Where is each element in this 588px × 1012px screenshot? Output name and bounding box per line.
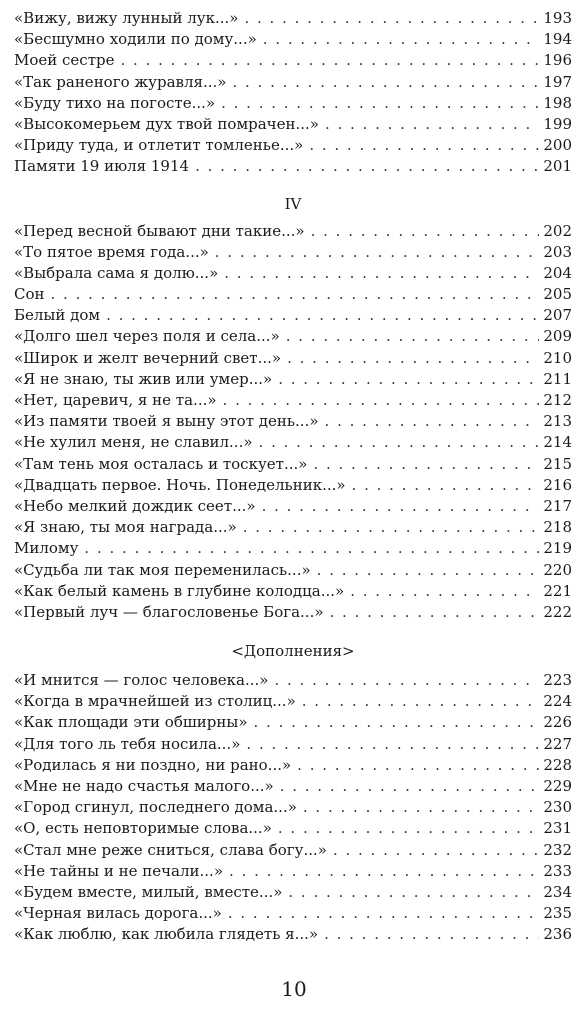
toc-entry — [14, 861, 572, 882]
toc-entry-title: «О, есть неповторимые слова...» — [14, 819, 272, 838]
toc-entry-page: 219 — [543, 539, 572, 558]
toc-entry-page: 224 — [543, 692, 572, 711]
toc-entry — [14, 284, 572, 305]
toc-entry-title: «Бесшумно ходили по дому...» — [14, 30, 257, 49]
toc-entry-title: Сон — [14, 285, 45, 304]
toc-entry-title: «Как белый камень в глубине колодца...» — [14, 581, 345, 600]
dot-leader — [229, 861, 539, 882]
toc-entry-title: «То пятое время года...» — [14, 242, 209, 261]
toc-entry-title: «Выбрала сама я долю...» — [14, 263, 219, 282]
toc-entry-title: «Стал мне реже сниться, слава богу...» — [14, 840, 327, 859]
dot-leader — [333, 840, 539, 861]
dot-leader — [297, 755, 539, 776]
toc-entry-title: «Двадцать первое. Ночь. Понедельник...» — [14, 475, 346, 494]
toc-entry-title: «Не хулил меня, не славил...» — [14, 433, 253, 452]
toc-entry — [14, 411, 572, 432]
toc-entry-page: 196 — [543, 51, 572, 70]
toc-entry — [14, 560, 572, 581]
toc-entry — [14, 924, 572, 945]
dot-leader — [246, 734, 539, 755]
toc-entry-page: 215 — [543, 454, 572, 473]
toc-entry-page: 234 — [543, 882, 572, 901]
toc-entry — [14, 475, 572, 496]
toc-entry-title: Белый дом — [14, 306, 101, 325]
toc-entry-page: 218 — [543, 518, 572, 537]
toc-entry — [14, 348, 572, 369]
dot-leader — [84, 538, 539, 559]
toc-entry-page: 201 — [543, 157, 572, 176]
toc-entry-page: 231 — [543, 819, 572, 838]
dot-leader — [302, 691, 540, 712]
toc-entry-title: «Вижу, вижу лунный лук...» — [14, 9, 239, 27]
toc-entry-page: 209 — [543, 327, 572, 346]
toc-entry-page: 228 — [543, 755, 572, 774]
dot-leader — [228, 903, 540, 924]
dot-leader — [313, 454, 539, 475]
page-number: 10 — [281, 977, 307, 1001]
toc-entry-title: «Широк и желт вечерний свет...» — [14, 348, 282, 367]
toc-entry — [14, 581, 572, 602]
dot-leader — [254, 712, 540, 733]
toc-entry-page: 198 — [543, 93, 572, 112]
toc-entry-page: 205 — [543, 285, 572, 304]
toc-entry — [14, 305, 572, 326]
toc-entry-title: «Там тень моя осталась и тоскует...» — [14, 454, 308, 473]
toc-entry-title: «Я знаю, ты моя награда...» — [14, 518, 237, 537]
toc-entry — [14, 517, 572, 538]
toc-entry — [14, 797, 572, 818]
toc-section-additions — [14, 670, 572, 945]
dot-leader — [243, 517, 540, 538]
toc-entry — [14, 326, 572, 347]
toc-entry — [14, 72, 572, 93]
toc-entry-title: «Мне не надо счастья малого...» — [14, 777, 274, 795]
toc-entry-page: 232 — [543, 840, 572, 859]
toc-section-iv — [14, 221, 572, 624]
dot-leader — [287, 348, 539, 369]
toc-entry-title: «Для того ль тебя носила...» — [14, 734, 241, 753]
dot-leader — [324, 924, 539, 945]
toc-entry-page: 193 — [543, 9, 572, 27]
dot-leader — [244, 8, 539, 29]
toc-entry — [14, 840, 572, 861]
toc-entry-title: «Будем вместе, милый, вместе...» — [14, 882, 283, 901]
toc-entry — [14, 114, 572, 135]
toc-entry — [14, 818, 572, 839]
section-heading-iv: IV — [284, 194, 302, 213]
toc-entry — [14, 712, 572, 733]
toc-entry-title: «Высокомерьем дух твой помрачен...» — [14, 114, 319, 133]
toc-entry — [14, 263, 572, 284]
toc-entry-page: 235 — [543, 904, 572, 923]
toc-entry-page: 230 — [543, 798, 572, 817]
toc-entry — [14, 903, 572, 924]
toc-entry-title: Моей сестре — [14, 51, 115, 70]
dot-leader — [286, 326, 540, 347]
toc-entry-title: «Нет, царевич, я не та...» — [14, 391, 217, 409]
toc-entry-page: 216 — [543, 475, 572, 494]
toc-entry — [14, 670, 572, 691]
toc-entry-title: «Так раненого журавля...» — [14, 72, 227, 91]
dot-leader — [121, 50, 540, 71]
toc-entry-page: 210 — [543, 348, 572, 367]
dot-leader — [274, 670, 539, 691]
dot-leader — [288, 882, 539, 903]
toc-entry-page: 202 — [543, 221, 572, 240]
toc-entry — [14, 8, 572, 29]
toc-entry-title: «Родилась я ни поздно, ни рано...» — [14, 755, 292, 774]
dot-leader — [325, 114, 539, 135]
dot-leader — [325, 411, 540, 432]
toc-entry — [14, 734, 572, 755]
dot-leader — [278, 369, 539, 390]
dot-leader — [303, 797, 539, 818]
toc-entry — [14, 29, 572, 50]
toc-entry — [14, 454, 572, 475]
dot-leader — [195, 156, 539, 177]
dot-leader — [309, 135, 539, 156]
toc-entry — [14, 390, 572, 411]
dot-leader — [280, 776, 540, 797]
toc-entry-page: 200 — [543, 136, 572, 155]
toc-entry-title: «Буду тихо на погосте...» — [14, 93, 216, 112]
dot-leader — [278, 818, 539, 839]
toc-entry-page: 223 — [543, 671, 572, 690]
toc-entry-page: 233 — [543, 861, 572, 880]
dot-leader — [317, 560, 540, 581]
toc-entry — [14, 538, 572, 559]
toc-entry-title: Милому — [14, 539, 79, 558]
toc-entry-page: 211 — [543, 369, 572, 388]
toc-entry-page: 227 — [543, 734, 572, 753]
dot-leader — [106, 305, 539, 326]
toc-entry-title: «Перед весной бывают дни такие...» — [14, 221, 305, 240]
dot-leader — [259, 432, 540, 453]
toc-section-continued — [14, 8, 572, 178]
toc-entry-title: «Из памяти твоей я выну этот день...» — [14, 412, 319, 431]
toc-entry-page: 214 — [543, 433, 572, 452]
dot-leader — [215, 242, 540, 263]
dot-leader — [350, 581, 539, 602]
toc-entry-page: 203 — [543, 242, 572, 261]
toc-entry-title: «Когда в мрачнейшей из столиц...» — [14, 692, 296, 711]
dot-leader — [224, 263, 539, 284]
toc-entry-page: 213 — [543, 412, 572, 431]
toc-entry-title: «Город сгинул, последнего дома...» — [14, 798, 297, 817]
toc-entry — [14, 369, 572, 390]
toc-entry-page: 221 — [543, 581, 572, 600]
toc-entry-title: «Черная вилась дорога...» — [14, 904, 222, 923]
dot-leader — [232, 72, 539, 93]
toc-entry — [14, 93, 572, 114]
toc-entry — [14, 602, 572, 623]
toc-entry — [14, 242, 572, 263]
toc-entry-page: 194 — [543, 30, 572, 49]
toc-entry-page: 236 — [543, 925, 572, 944]
toc-entry-title: «Долго шел через поля и села...» — [14, 327, 280, 346]
toc-entry — [14, 135, 572, 156]
toc-entry — [14, 50, 572, 71]
toc-entry-page: 217 — [543, 496, 572, 515]
table-of-contents — [14, 8, 572, 946]
toc-entry-page: 229 — [543, 777, 572, 795]
toc-entry-page: 226 — [543, 713, 572, 732]
toc-entry-title: Памяти 19 июля 1914 — [14, 157, 190, 176]
dot-leader — [311, 221, 540, 242]
toc-entry-page: 212 — [543, 391, 572, 409]
toc-entry-page: 204 — [543, 263, 572, 282]
toc-entry-title: «И мнится — голос человека...» — [14, 671, 269, 690]
toc-entry-title: «Первый луч — благословенье Бога...» — [14, 602, 324, 621]
toc-entry-page: 207 — [543, 306, 572, 325]
toc-entry — [14, 691, 572, 712]
toc-entry-title: «Судьба ли так моя переменилась...» — [14, 560, 311, 579]
toc-entry-title: «Как люблю, как любила глядеть я...» — [14, 925, 319, 944]
toc-entry-page: 220 — [543, 560, 572, 579]
toc-entry — [14, 882, 572, 903]
toc-entry-title: «Небо мелкий дождик сеет...» — [14, 496, 256, 515]
toc-entry — [14, 432, 572, 453]
toc-entry — [14, 156, 572, 177]
toc-entry — [14, 221, 572, 242]
dot-leader — [330, 602, 540, 623]
dot-leader — [352, 475, 540, 496]
toc-entry-title: «Я не знаю, ты жив или умер...» — [14, 369, 273, 388]
dot-leader — [263, 29, 540, 50]
toc-entry-page: 197 — [543, 72, 572, 91]
toc-entry — [14, 776, 572, 797]
toc-entry-page: 199 — [543, 114, 572, 133]
dot-leader — [262, 496, 540, 517]
toc-entry-page: 222 — [543, 602, 572, 621]
toc-entry — [14, 755, 572, 776]
toc-entry-title: «Не тайны и не печали...» — [14, 861, 223, 880]
dot-leader — [51, 284, 540, 305]
toc-entry-title: «Приду туда, и отлетит томленье...» — [14, 136, 304, 155]
dot-leader — [221, 93, 539, 114]
toc-entry — [14, 496, 572, 517]
dot-leader — [223, 390, 540, 411]
toc-entry-title: «Как площади эти обширны» — [14, 713, 248, 732]
section-heading-additions: <Дополнения> — [231, 642, 355, 661]
